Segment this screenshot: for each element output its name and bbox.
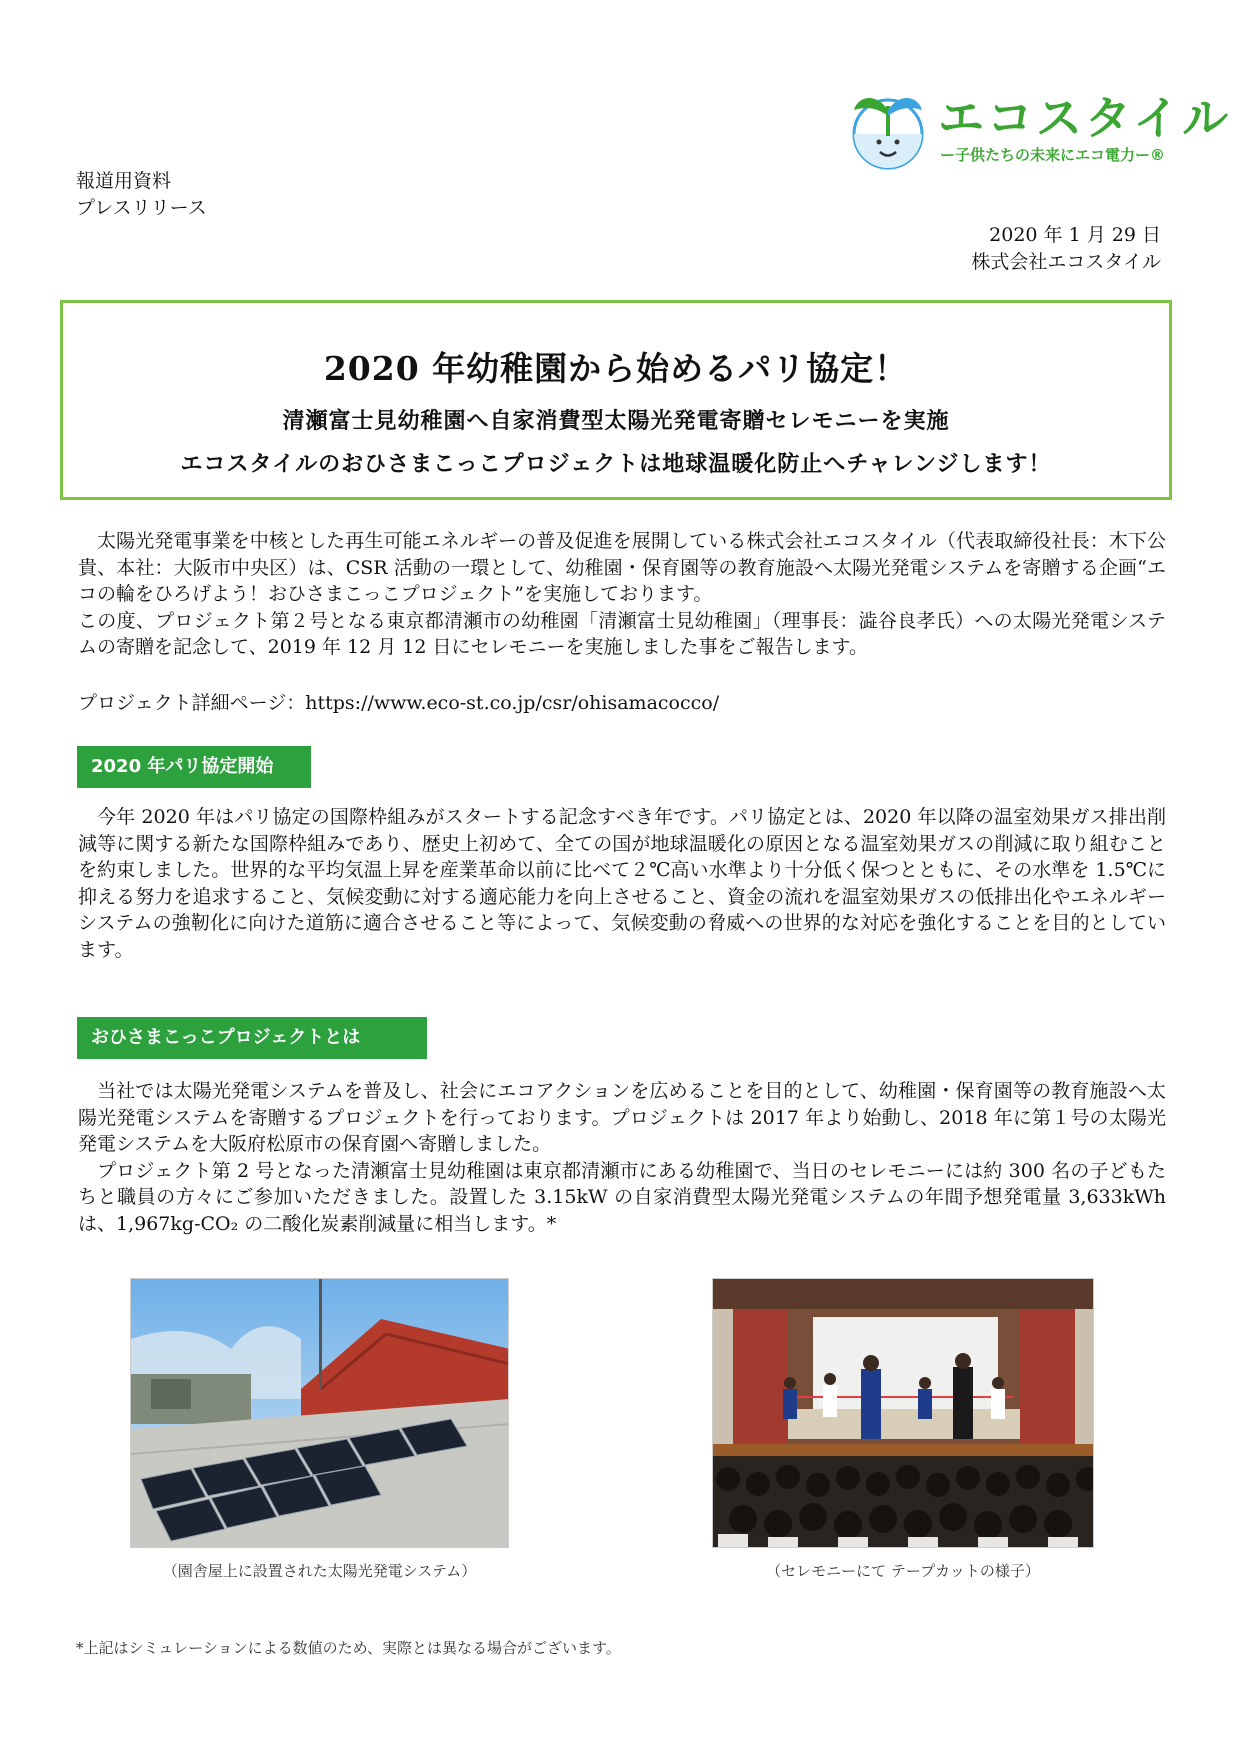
subtitle-2: エコスタイルのおひさまこっこプロジェクトは地球温暖化防止へチャレンジします！ — [180, 451, 1052, 477]
logo-name: エコスタイル — [938, 91, 1232, 145]
section2-paragraph: プロジェクト第 2 号となった清瀬富士見幼稚園は東京都清瀬市にある幼稚園で、当日のセレモニーには約 300 名の子どもたちと職員の方々にご参加いただきました。設置した 3.15kW の自家消費型太陽光発電システムの年間予想発電量 3,633kWh は、1,967kg-CO₂ の二酸化炭素削減量に相当します。* — [78, 1159, 1166, 1235]
photo-caption-1: （園舎屋上に設置された太陽光発電システム） — [162, 1562, 477, 1580]
company-name: 株式会社エコスタイル — [971, 251, 1161, 273]
ceremony-photo — [712, 1278, 1094, 1548]
solar-roof-photo — [130, 1278, 509, 1548]
intro-paragraph: この度、プロジェクト第２号となる東京都清瀬市の幼稚園「清瀬富士見幼稚園」（理事長：澁谷良孝氏）への太陽光発電システムの寄贈を記念して、2019 年 12 月 12 日にセレモニーを実施しました事をご報告します。 — [78, 609, 1166, 658]
footnote: *上記はシミュレーションによる数値のため、実際とは異なる場合がございます。 — [76, 1639, 621, 1657]
title-box — [60, 300, 1172, 500]
intro-paragraph: 太陽光発電事業を中核とした再生可能エネルギーの普及促進を展開している株式会社エコスタイル（代表取締役社長：木下公貴、本社：大阪市中央区）は、CSR 活動の一環として、幼稚園・保育園等の教育施設へ太陽光発電システムを寄贈する企画“エコの輪をひろげよう！おひさまこっこプロジェクト”を実施しております。 — [78, 530, 1166, 605]
logo-tagline: ー子供たちの未来にエコ電力ー® — [940, 146, 1166, 164]
section2-text — [78, 1078, 1166, 1237]
photo-caption-2: （セレモニーにて テープカットの様子） — [766, 1562, 1040, 1580]
section-heading-project: おひさまこっこプロジェクトとは — [77, 1017, 427, 1059]
detail-link-line — [78, 690, 1166, 717]
subtitle-1: 清瀬富士見幼稚園へ自家消費型太陽光発電寄贈セレモニーを実施 — [282, 408, 950, 434]
sprout-logo-icon — [848, 76, 928, 176]
doc-type-line-2: プレスリリース — [76, 197, 207, 219]
section1-text — [78, 804, 1166, 963]
section2-paragraph: 当社では太陽光発電システムを普及し、社会にエコアクションを広めることを目的として、幼稚園・保育園等の教育施設へ太陽光発電システムを寄贈するプロジェクトを行っております。プロジェクトは 2017 年より始動し、2018 年に第１号の太陽光発電システムを大阪府松原市の保育園へ寄贈しました。 — [78, 1080, 1166, 1155]
date-block — [971, 222, 1161, 276]
doc-type-line-1: 報道用資料 — [76, 170, 172, 192]
solar-roof-image — [131, 1279, 509, 1548]
ceremony-image — [713, 1279, 1094, 1548]
company-logo — [848, 76, 1232, 176]
page-title: 2020 年幼稚園から始めるパリ協定！ — [323, 349, 909, 388]
release-date: 2020 年 1 月 29 日 — [989, 224, 1161, 246]
detail-link[interactable]: プロジェクト詳細ページ：https://www.eco-st.co.jp/csr/ohisamacocco/ — [78, 692, 720, 714]
section-heading-paris-agreement: 2020 年パリ協定開始 — [77, 746, 311, 788]
section1-paragraph: 今年 2020 年はパリ協定の国際枠組みがスタートする記念すべき年です。パリ協定とは、2020 年以降の温室効果ガス排出削減等に関する新たな国際枠組みであり、歴史上初めて、全ての国が地球温暖化の原因となる温室効果ガスの削減に取り組むことを約束しました。世界的な平均気温上昇を産業革命以前に比べて２℃高い水準より十分低く保つとともに、その水準を 1.5℃に抑える努力を追求すること、気候変動に対する適応能力を向上させること、資金の流れを温室効果ガスの低排出化やエネルギーシステムの強靭化に向けた道筋に適合させること等によって、気候変動の脅威への世界的な対応を強化することを目的としています。 — [78, 806, 1166, 961]
document-type — [76, 168, 207, 222]
intro-text — [78, 528, 1166, 661]
